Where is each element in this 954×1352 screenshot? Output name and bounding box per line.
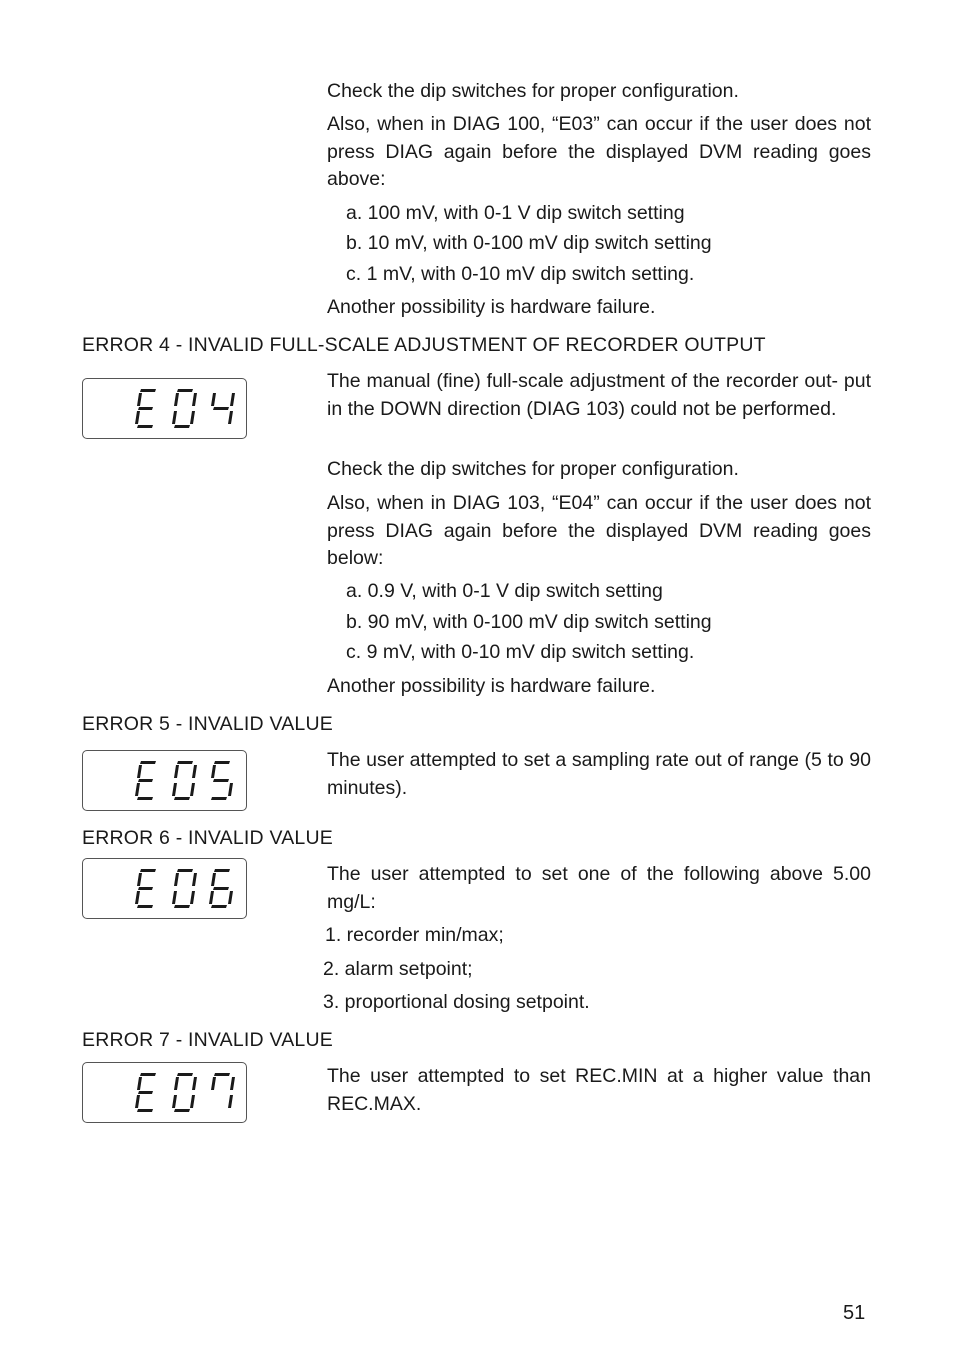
seven-segment-icon xyxy=(83,751,248,812)
error6-paragraph-1: The user attempted to set one of the following above 5.00 mg/L: xyxy=(327,863,871,913)
error4-paragraph-2: Check the dip switches for proper configuration. xyxy=(327,458,739,480)
page-number: 51 xyxy=(843,1302,866,1324)
list-item: 2. alarm setpoint; xyxy=(323,958,473,980)
lcd-display-e07 xyxy=(82,1062,247,1123)
error4-heading: ERROR 4 - INVALID FULL-SCALE ADJUSTMENT OF RECORDER OUTPUT xyxy=(82,334,766,356)
list-item: c. 9 mV, with 0-10 mV dip switch setting. xyxy=(346,641,695,663)
list-item: c. 1 mV, with 0-10 mV dip switch setting. xyxy=(346,263,695,285)
error5-paragraph-1: The user attempted to set a sampling rate out of range (5 to 90 minutes). xyxy=(327,749,871,799)
intro-paragraph-3: Another possibility is hardware failure. xyxy=(327,296,656,318)
list-item: b. 90 mV, with 0-100 mV dip switch setting xyxy=(346,611,712,633)
error4-paragraph-1: The manual (fine) full-scale adjustment of the recorder out- put in the DOWN direction (DIAG 103) could not be performed. xyxy=(327,370,871,420)
error7-heading: ERROR 7 - INVALID VALUE xyxy=(82,1029,333,1051)
intro-paragraph-2: Also, when in DIAG 100, “E03” can occur if the user does not press DIAG again before the displayed DVM reading goes above: xyxy=(327,113,871,190)
seven-segment-icon xyxy=(83,1063,248,1124)
list-item: 1. recorder min/max; xyxy=(325,924,504,946)
seven-segment-icon xyxy=(83,379,248,440)
list-item: 3. proportional dosing setpoint. xyxy=(323,991,590,1013)
list-item: a. 100 mV, with 0-1 V dip switch setting xyxy=(346,202,685,224)
error7-paragraph-1: The user attempted to set REC.MIN at a higher value than REC.MAX. xyxy=(327,1065,871,1115)
error5-heading: ERROR 5 - INVALID VALUE xyxy=(82,713,333,735)
seven-segment-icon xyxy=(83,859,248,920)
lcd-display-e06 xyxy=(82,858,247,919)
error4-paragraph-4: Another possibility is hardware failure. xyxy=(327,675,656,697)
lcd-display-e05 xyxy=(82,750,247,811)
list-item: b. 10 mV, with 0-100 mV dip switch setting xyxy=(346,232,712,254)
intro-paragraph-1: Check the dip switches for proper configuration. xyxy=(327,80,739,102)
error6-heading: ERROR 6 - INVALID VALUE xyxy=(82,827,333,849)
lcd-display-e04 xyxy=(82,378,247,439)
error4-paragraph-3: Also, when in DIAG 103, “E04” can occur if the user does not press DIAG again before the displayed DVM reading goes below: xyxy=(327,492,871,569)
list-item: a. 0.9 V, with 0-1 V dip switch setting xyxy=(346,580,663,602)
